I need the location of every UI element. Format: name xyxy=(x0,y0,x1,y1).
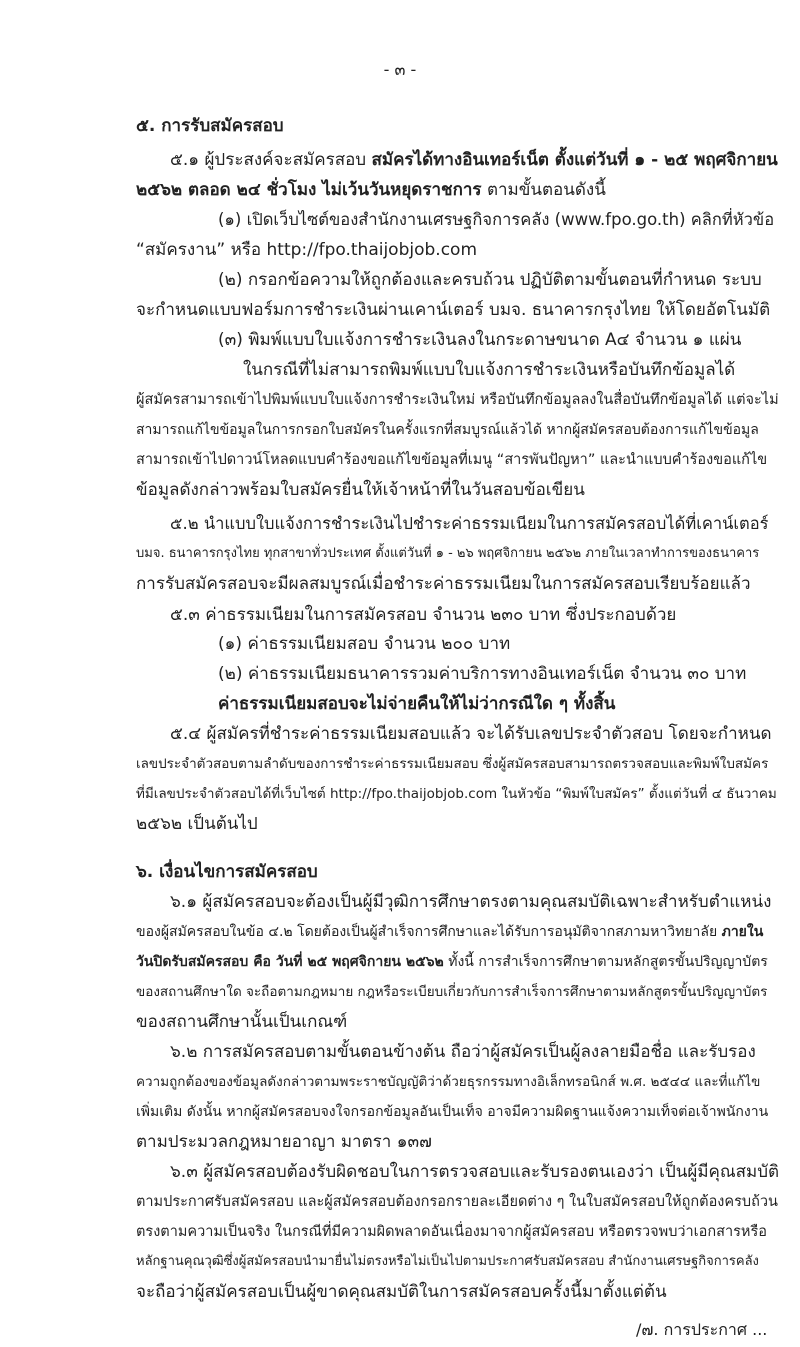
paragraph-line: วันปิดรับสมัครสอบ คือ วันที่ ๒๕ พฤศจิกายน ๒๕๖๒ ทั้งนี้ การสำเร็จการศึกษาตามหลักสูตรขั้นปริญญาบัตร xyxy=(136,954,768,970)
paragraph-line: ตามประมวลกฎหมายอาญา มาตรา ๑๓๗ xyxy=(136,1132,432,1152)
no-refund-notice: ค่าธรรมเนียมสอบจะไม่จ่ายคืนให้ไม่ว่ากรณีใด ๆ ทั้งสิ้น xyxy=(218,694,616,714)
paragraph-line: ตามประกาศรับสมัครสอบ และผู้สมัครสอบต้องกรอกรายละเอียดต่าง ๆ ในใบสมัครสอบให้ถูกต้องครบถ้วน xyxy=(136,1194,778,1210)
paragraph-line: ความถูกต้องของข้อมูลดังกล่าวตามพระราชบัญญัติว่าด้วยธุรกรรมทางอิเล็กทรอนิกส์ พ.ศ. ๒๕๔๔ และที่แก้ไข xyxy=(136,1074,761,1090)
section-heading: ๖. เงื่อนไขการสมัครสอบ xyxy=(136,862,318,882)
paragraph-line: ของผู้สมัครสอบในข้อ ๔.๒ โดยต้องเป็นผู้สำเร็จการศึกษาและได้รับการอนุมัติจากสภามหาวิทยาลัย ภายใน xyxy=(136,924,764,940)
paragraph-line: ๖.๑ ผู้สมัครสอบจะต้องเป็นผู้มีวุฒิการศึกษาตรงตามคุณสมบัติเฉพาะสำหรับตำแหน่ง xyxy=(170,892,772,912)
paragraph-line: ๕.๑ ผู้ประสงค์จะสมัครสอบ สมัครได้ทางอินเทอร์เน็ต ตั้งแต่วันที่ ๑ - ๒๕ พฤศจิกายน xyxy=(170,150,778,170)
paragraph-line: สามารถเข้าไปดาวน์โหลดแบบคำร้องขอแก้ไขข้อมูลที่เมนู “สารพันปัญหา” และนำแบบคำร้องขอแก้ไข xyxy=(136,452,768,468)
paragraph-line: “สมัครงาน” หรือ http://fpo.thaijobjob.com xyxy=(136,240,478,260)
paragraph-line: (๑) เปิดเว็บไซต์ของสำนักงานเศรษฐกิจการคลัง (www.fpo.go.th) คลิกที่หัวข้อ xyxy=(218,210,775,229)
paragraph-line: หลักฐานคุณวุฒิซึ่งผู้สมัครสอบนำมายื่นไม่ตรงหรือไม่เป็นไปตามประกาศรับสมัครสอบ สำนักงานเศรษฐกิจการคลัง xyxy=(136,1254,759,1269)
fee-item: (๒) ค่าธรรมเนียมธนาคารรวมค่าบริการทางอินเทอร์เน็ต จำนวน ๓๐ บาท xyxy=(218,664,747,684)
paragraph-line: ๖.๒ การสมัครสอบตามขั้นตอนข้างต้น ถือว่าผู้สมัครเป็นผู้ลงลายมือชื่อ และรับรอง xyxy=(170,1042,756,1062)
paragraph-line: ๖.๓ ผู้สมัครสอบต้องรับผิดชอบในการตรวจสอบและรับรองตนเองว่า เป็นผู้มีคุณสมบัติ xyxy=(170,1162,780,1182)
section-heading: ๕. การรับสมัครสอบ xyxy=(136,116,284,136)
paragraph-line: ๒๕๖๒ ตลอด ๒๔ ชั่วโมง ไม่เว้นวันหยุดราชการ ตามขั้นตอนดังนี้ xyxy=(136,180,606,200)
paragraph-line: บมจ. ธนาคารกรุงไทย ทุกสาขาทั่วประเทศ ตั้งแต่วันที่ ๑ - ๒๖ พฤศจิกายน ๒๕๖๒ ภายในเวลาทำการของธนาคาร xyxy=(136,546,760,561)
paragraph-line: ในกรณีที่ไม่สามารถพิมพ์แบบใบแจ้งการชำระเงินหรือบันทึกข้อมูลได้ xyxy=(243,360,736,380)
paragraph-line: ของสถานศึกษาใด จะถือตามกฎหมาย กฎหรือระเบียบเกี่ยวกับการสำเร็จการศึกษาตามหลักสูตรขั้นปริญญาบัตร xyxy=(136,984,768,1000)
paragraph-line: ตรงตามความเป็นจริง ในกรณีที่มีความผิดพลาดอันเนื่องมาจากผู้สมัครสอบ หรือตรวจพบว่าเอกสารหรือ xyxy=(136,1224,767,1240)
paragraph-line: ๕.๒ นำแบบใบแจ้งการชำระเงินไปชำระค่าธรรมเนียมในการสมัครสอบได้ที่เคาน์เตอร์ xyxy=(170,514,769,533)
fee-item: (๑) ค่าธรรมเนียมสอบ จำนวน ๒๐๐ บาท xyxy=(218,634,511,654)
paragraph-line: ข้อมูลดังกล่าวพร้อมใบสมัครยื่นให้เจ้าหน้าที่ในวันสอบข้อเขียน xyxy=(136,480,585,500)
continuation-footer: /๗. การประกาศ ... xyxy=(636,1320,768,1339)
paragraph-line: สามารถแก้ไขข้อมูลในการกรอกใบสมัครในครั้งแรกที่สมบูรณ์แล้วได้ หากผู้สมัครสอบต้องการแก้ไขข้อมูล xyxy=(136,422,759,438)
page-number: - ๓ - xyxy=(383,60,417,79)
paragraph-line: เพิ่มเติม ดังนั้น หากผู้สมัครสอบจงใจกรอกข้อมูลอันเป็นเท็จ อาจมีความผิดฐานแจ้งความเท็จต่อเจ้าพนักงาน xyxy=(136,1104,769,1120)
paragraph-line: ที่มีเลขประจำตัวสอบได้ที่เว็บไซต์ http://fpo.thaijobjob.com ในหัวข้อ “พิมพ์ใบสมัคร” ตั้งแต่วันที่ ๔ ธันวาคม xyxy=(136,786,777,802)
paragraph-line: จะถือว่าผู้สมัครสอบเป็นผู้ขาดคุณสมบัติในการสมัครสอบครั้งนี้มาตั้งแต่ต้น xyxy=(136,1282,667,1302)
paragraph-line: จะกำหนดแบบฟอร์มการชำระเงินผ่านเคาน์เตอร์ บมจ. ธนาคารกรุงไทย ให้โดยอัตโนมัติ xyxy=(136,300,771,320)
paragraph-line: เลขประจำตัวสอบตามลำดับของการชำระค่าธรรมเนียมสอบ ซึ่งผู้สมัครสอบสามารถตรวจสอบและพิมพ์ใบสมัคร xyxy=(136,756,769,772)
paragraph-line: ๕.๔ ผู้สมัครที่ชำระค่าธรรมเนียมสอบแล้ว จะได้รับเลขประจำตัวสอบ โดยจะกำหนด xyxy=(170,724,772,744)
paragraph-line: ๒๕๖๒ เป็นต้นไป xyxy=(136,814,258,834)
paragraph-line: การรับสมัครสอบจะมีผลสมบูรณ์เมื่อชำระค่าธรรมเนียมในการสมัครสอบเรียบร้อยแล้ว xyxy=(136,574,751,594)
paragraph-line: ผู้สมัครสามารถเข้าไปพิมพ์แบบใบแจ้งการชำระเงินใหม่ หรือบันทึกข้อมูลลงในสื่อบันทึกข้อมูลได้ แต่จะไม่ xyxy=(136,392,779,408)
paragraph-line: ของสถานศึกษานั้นเป็นเกณฑ์ xyxy=(136,1012,348,1032)
paragraph-line: ๕.๓ ค่าธรรมเนียมในการสมัครสอบ จำนวน ๒๓๐ บาท ซึ่งประกอบด้วย xyxy=(170,605,677,625)
paragraph-line: (๒) กรอกข้อความให้ถูกต้องและครบถ้วน ปฏิบัติตามขั้นตอนที่กำหนด ระบบ xyxy=(218,270,762,290)
paragraph-line: (๓) พิมพ์แบบใบแจ้งการชำระเงินลงในกระดาษขนาด A๔ จำนวน ๑ แผ่น xyxy=(218,330,742,350)
